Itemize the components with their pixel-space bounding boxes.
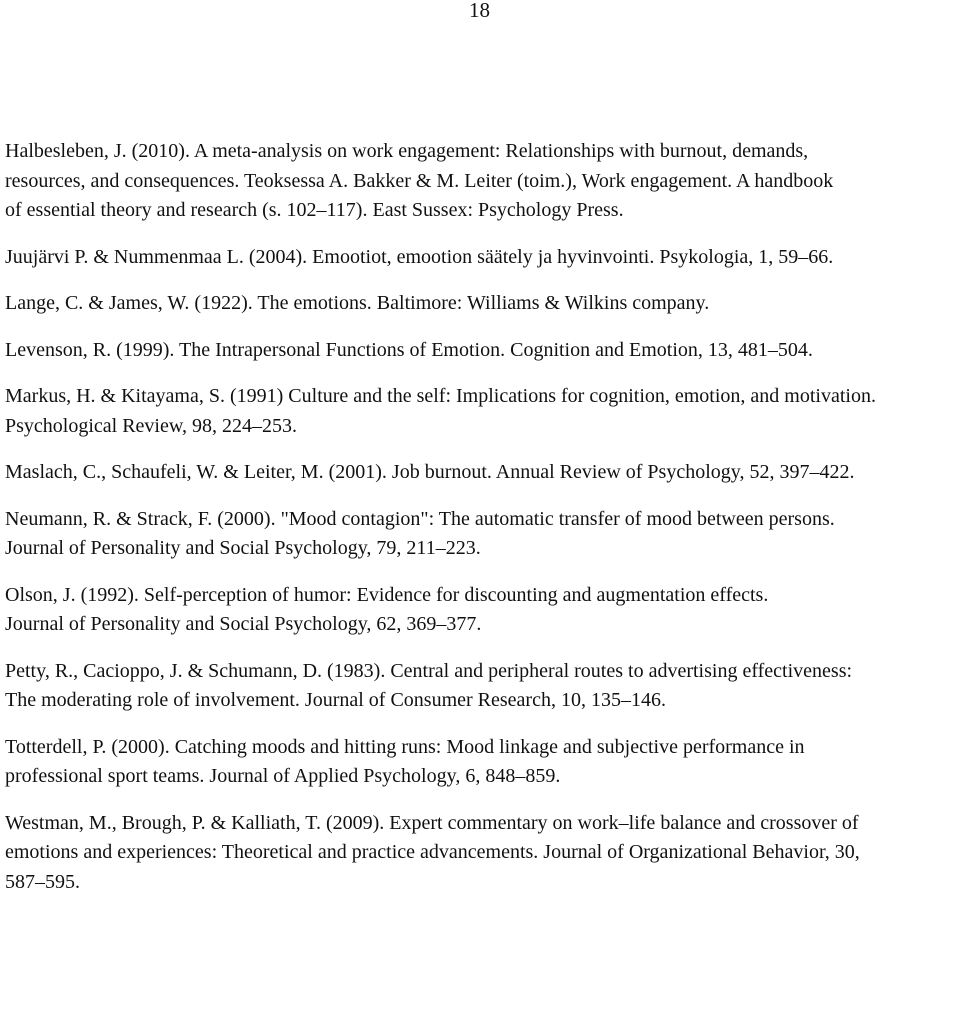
reference-line: Olson, J. (1992). Self-perception of humor: Evidence for discounting and augmentation effects. bbox=[5, 583, 769, 606]
page-number: 18 bbox=[469, 0, 490, 22]
reference-line: Halbesleben, J. (2010). A meta-analysis on work engagement: Relationships with burnout, demands, bbox=[5, 140, 809, 162]
reference-line: Petty, R., Cacioppo, J. & Schumann, D. (1983). Central and peripheral routes to advertising effectiveness: bbox=[5, 659, 853, 682]
reference-line: Journal of Personality and Social Psychology, 62, 369–377. bbox=[5, 613, 482, 635]
reference-line: Totterdell, P. (2000). Catching moods and hitting runs: Mood linkage and subjective performance in bbox=[5, 735, 805, 758]
reference-entry bbox=[5, 809, 955, 898]
reference-line: emotions and experiences: Theoretical and practice advancements. Journal of Organizational Behavior, 30, bbox=[5, 841, 860, 863]
reference-line: Maslach, C., Schaufeli, W. & Leiter, M. (2001). Job burnout. Annual Review of Psychology, 52, 397–422. bbox=[5, 461, 855, 483]
reference-line: Journal of Personality and Social Psychology, 79, 211–223. bbox=[5, 537, 481, 559]
reference-entry bbox=[5, 733, 955, 792]
reference-entry bbox=[5, 458, 955, 488]
reference-line: Lange, C. & James, W. (1922). The emotions. Baltimore: Williams & Wilkins company. bbox=[5, 292, 710, 314]
reference-line: 587–595. bbox=[5, 870, 80, 893]
reference-entry bbox=[5, 505, 955, 564]
reference-line: Westman, M., Brough, P. & Kalliath, T. (2009). Expert commentary on work–life balance and crossover of bbox=[5, 811, 859, 834]
reference-line: Levenson, R. (1999). The Intrapersonal Functions of Emotion. Cognition and Emotion, 13, 481–504. bbox=[5, 338, 813, 361]
reference-list bbox=[5, 137, 955, 914]
reference-entry bbox=[5, 581, 955, 640]
reference-line: of essential theory and research (s. 102–117). East Sussex: Psychology Press. bbox=[5, 199, 624, 221]
reference-entry bbox=[5, 336, 955, 366]
reference-line: Psychological Review, 98, 224–253. bbox=[5, 414, 298, 437]
reference-line: Juujärvi P. & Nummenmaa L. (2004). Emootiot, emootion säätely ja hyvinvointi. Psykologia, 1, 59–66. bbox=[5, 245, 834, 268]
reference-entry bbox=[5, 382, 955, 441]
reference-entry bbox=[5, 243, 955, 273]
reference-line: Neumann, R. & Strack, F. (2000). "Mood contagion": The automatic transfer of mood between persons. bbox=[5, 507, 835, 530]
reference-entry bbox=[5, 657, 955, 716]
reference-line: The moderating role of involvement. Journal of Consumer Research, 10, 135–146. bbox=[5, 689, 666, 711]
reference-entry bbox=[5, 137, 955, 226]
reference-line: Markus, H. & Kitayama, S. (1991) Culture and the self: Implications for cognition, emotion, and motivation. bbox=[5, 385, 876, 407]
reference-entry bbox=[5, 289, 955, 319]
reference-line: resources, and consequences. Teoksessa A. Bakker & M. Leiter (toim.), Work engagement. A handbook bbox=[5, 169, 834, 192]
reference-line: professional sport teams. Journal of Applied Psychology, 6, 848–859. bbox=[5, 765, 561, 787]
